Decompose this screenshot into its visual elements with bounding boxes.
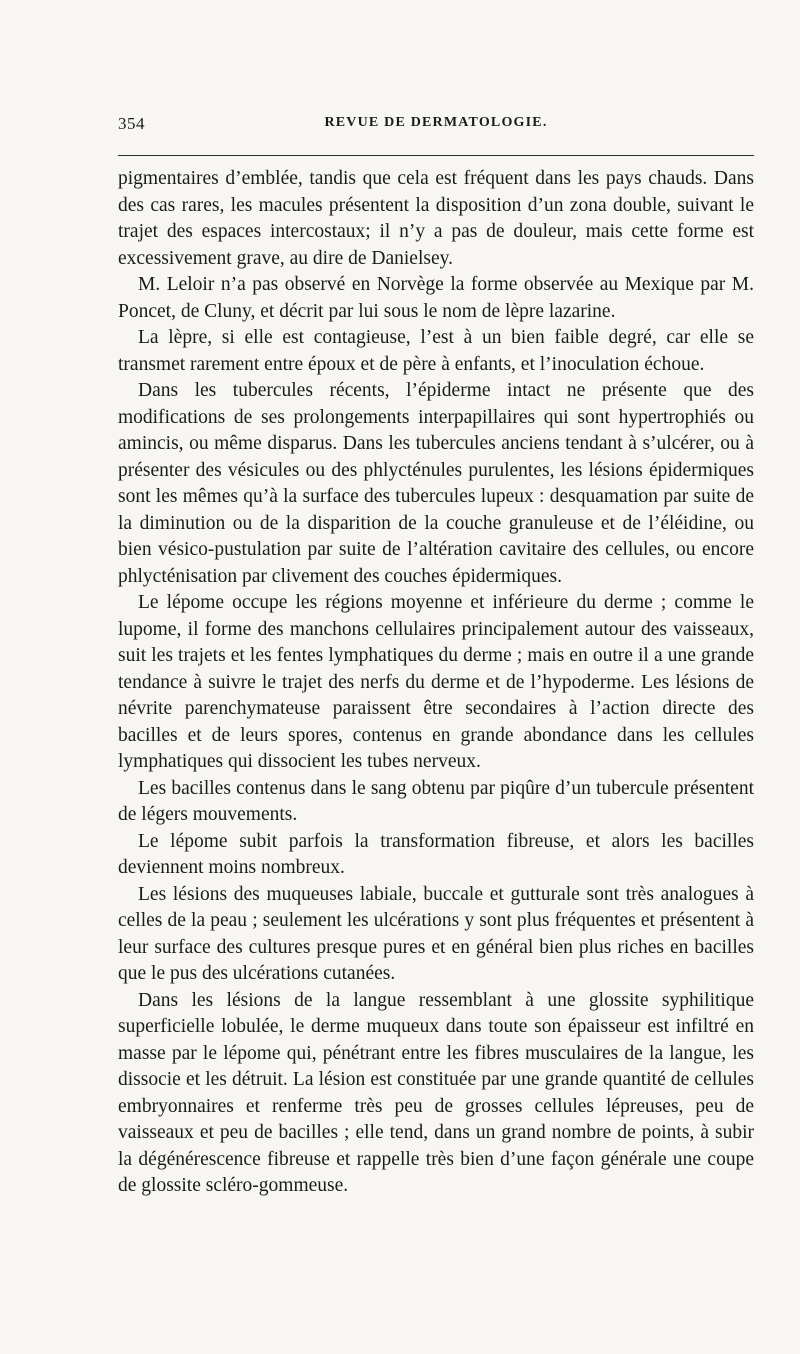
paragraph: Le lépome occupe les régions moyenne et inférieure du derme ; comme le lupome, il forme des manchons cellulaires principalement autour des vaisseaux, suit les trajets et les fentes lymphatiques du derme ; mais en outre il a une grande tendance à suivre le trajet des nerfs du derme et de l’hypoderme. Les lésions de névrite parenchymateuse paraissent être secondaires à l’action directe des bacilles et de leurs spores, contenus en grande abondance dans les cellules lymphatiques qui dissocient les tubes nerveux. <box>118 592 754 772</box>
paragraph: Dans les tubercules récents, l’épiderme intact ne présente que des modifications de ses prolongements interpapillaires qui sont hypertrophiés ou amincis, ou même disparus. Dans les tubercules anciens tendant à s’ulcérer, ou à présenter des vésicules ou des phlycténules purulentes, les lésions épidermiques sont les mêmes qu’à la surface des tubercules lupeux : desquamation par suite de la diminution ou de la disparition de la couche granuleuse et de l’éléidine, ou bien vésico-pustulation par suite de l’altération cavitaire des cellules, ou encore phlycténisation par clivement des couches épidermiques. <box>118 380 754 587</box>
paragraph: pigmentaires d’emblée, tandis que cela est fréquent dans les pays chauds. Dans des cas rares, les macules présentent la disposition d’un zona double, suivant le trajet des espaces intercostaux; il n’y a pas de douleur, mais cette forme est excessivement grave, au dire de Danielsey. <box>118 168 754 269</box>
paragraph: Le lépome subit parfois la transformation fibreuse, et alors les bacilles deviennent moins nombreux. <box>118 830 754 878</box>
page-number: 354 <box>118 114 145 133</box>
running-title: REVUE DE DERMATOLOGIE. <box>324 115 548 130</box>
paragraph: Dans les lésions de la langue ressemblant à une glossite syphilitique superficielle lobulée, le derme muqueux dans toute son épaisseur est infiltré en masse par le lépome qui, pénétrant entre les fibres musculaires de la langue, les dissocie et les détruit. La lésion est constituée par une grande quantité de cellules embryonnaires et renferme très peu de grosses cellules lépreuses, peu de vaisseaux et peu de bacilles ; elle tend, dans un grand nombre de points, à subir la dégénérescence fibreuse et rappelle très bien d’une façon générale une coupe de glossite scléro-gommeuse. <box>118 989 754 1196</box>
paragraph: Les lésions des muqueuses labiale, buccale et gutturale sont très analogues à celles de la peau ; seulement les ulcérations y sont plus fréquentes et présentent à leur surface des cultures presque pures et en général bien plus riches en bacilles que le pus des ulcérations cutanées. <box>118 883 754 984</box>
page-header <box>118 114 754 138</box>
header-rule <box>118 155 754 156</box>
paragraph: M. Leloir n’a pas observé en Norvège la forme observée au Mexique par M. Poncet, de Cluny, et décrit par lui sous le nom de lèpre lazarine. <box>118 274 754 322</box>
paragraph: Les bacilles contenus dans le sang obtenu par piqûre d’un tubercule présentent de légers mouvements. <box>118 777 754 825</box>
body-text <box>118 166 754 1200</box>
paragraph: La lèpre, si elle est contagieuse, l’est à un bien faible degré, car elle se transmet rarement entre époux et de père à enfants, et l’inoculation échoue. <box>118 327 754 375</box>
